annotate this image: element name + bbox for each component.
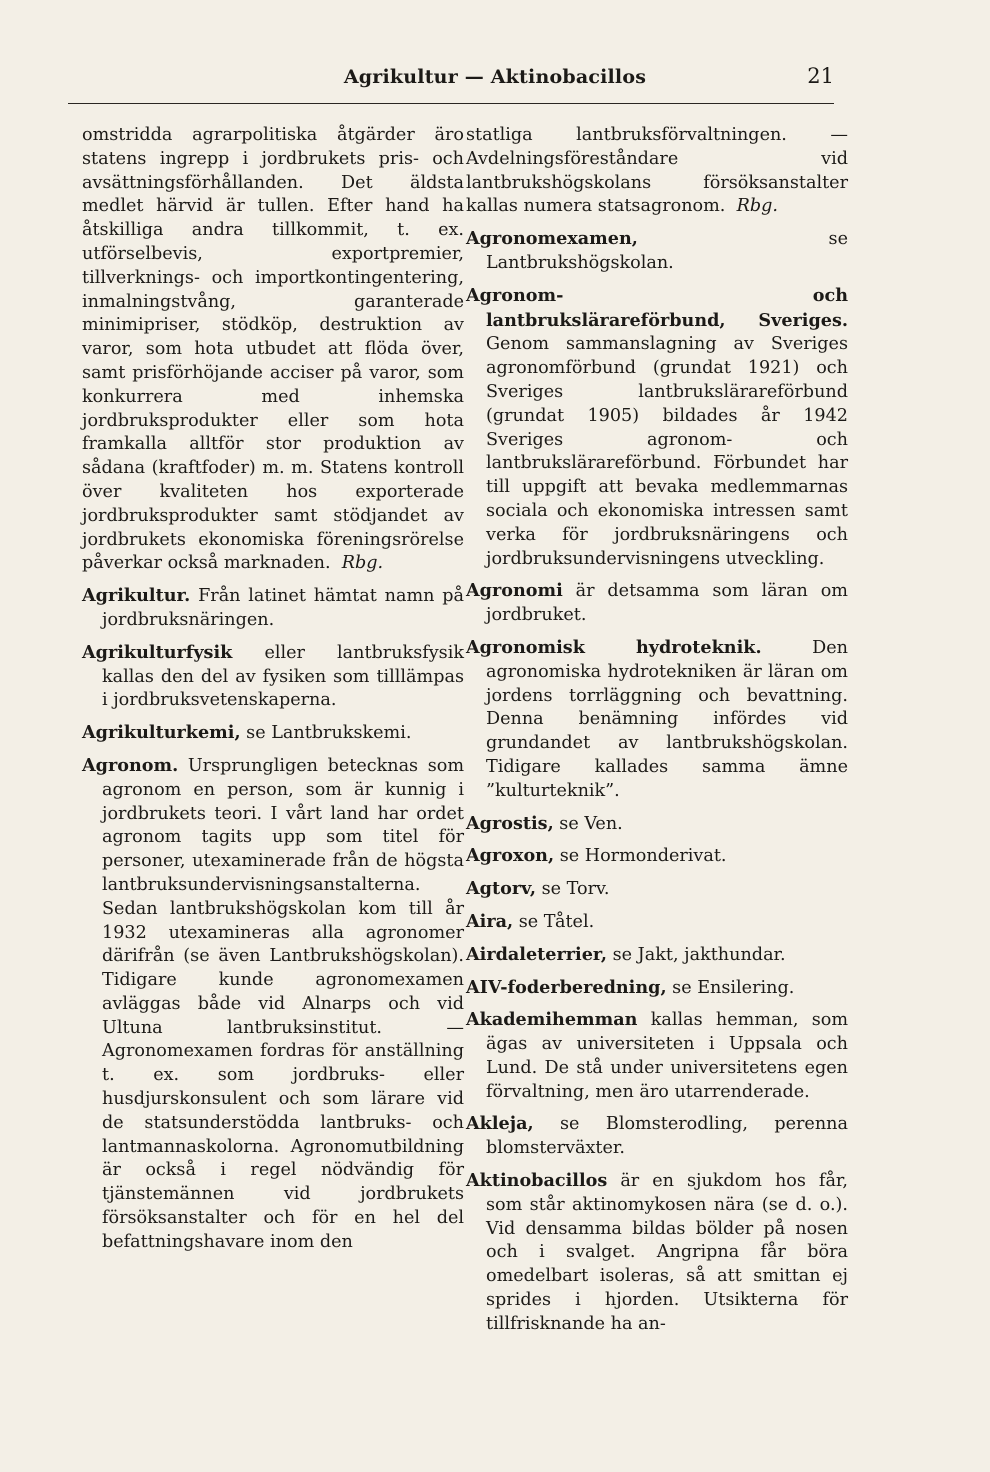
entry-term: Agrikulturfysik — [82, 641, 233, 663]
dictionary-entry — [82, 721, 464, 746]
author-signature: Rbg. — [736, 196, 778, 217]
entry-term: Aira, — [466, 910, 514, 932]
entry-text: är en sjukdom hos får, som står aktinomykosen nära (se d. o.). Vid densamma bildas bölder på nosen och i svalget. Angripna får böra omedelbart isoleras, så att smittan ej sprides i hjorden. Utsikterna för tillfrisknande ha an- — [486, 1171, 848, 1334]
entry-term: Agronomexamen, — [466, 228, 638, 250]
dictionary-entry — [466, 579, 848, 628]
entry-text: se Lantbrukskemi. — [246, 723, 412, 744]
entry-text: eller lantbruksfysik kallas den del av fysiken som tilllämpas i jordbruksvetenskaperna. — [102, 642, 464, 711]
entry-term: Airdaleterrier, — [466, 943, 608, 965]
entry-text: se Ven. — [559, 813, 623, 834]
entry-text: se Jakt, jakthundar. — [612, 944, 786, 965]
entry-text: se Lantbrukshögskolan. — [486, 229, 848, 273]
entry-text: se Torv. — [541, 879, 610, 900]
dictionary-entry — [466, 976, 848, 1001]
dictionary-entry — [466, 124, 848, 219]
entry-text: Ursprungligen betecknas som agronom en person, som är kunnig i jordbrukets teori. I vårt land har ordet agronom tagits upp som titel för personer, utexaminerade från de högsta lantbruksundervisningsanstalterna. Sedan lantbrukshögskolan kom till år 1932 utexamineras alla agronomer därifrån (se även Lantbrukshögskolan). Tidigare kunde agronomexamen avläggas både vid Alnarps och vid Ultuna lantbruksinstitut. — Agronomexamen fordras för anställning t. ex. som jordbruks- eller husdjurskonsulent och som lärare vid de statsunderstödda lantbruks- och lantmannaskolorna. Agronomutbildning är också i regel nödvändig för tjänstemännen vid jordbrukets försöksanstalter och för en hel del befattningshavare inom den — [102, 755, 464, 1252]
dictionary-entry — [466, 1112, 848, 1161]
entry-term: Agronomi — [466, 580, 563, 602]
entry-text: omstridda agrarpolitiska åtgärder äro statens ingrepp i jordbrukets pris- och avsättningsförhållanden. Det äldsta medlet härvid är tullen. Efter hand ha åtskilliga andra tillkommit, t. ex. utförselbevis, exportpremier, tillverknings- och importkontingentering, inmalningstvång, garanterade minimipriser, stödköp, destruktion av varor, som hota utbudet att flöda över, samt prisförhöjande acciser på varor, som konkurrera med inhemska jordbruksprodukter eller som hota framkalla alltför stor produktion av sådana (kraftfoder) m. m. Statens kontroll över kvaliteten hos exporterade jordbruksprodukter samt stödjandet av jordbrukets ekonomiska föreningsrörelse påverkar också marknaden. — [82, 125, 464, 574]
entry-term: Akademihemman — [466, 1009, 638, 1031]
entry-term: Agroxon, — [466, 845, 555, 867]
dictionary-entry — [466, 910, 848, 935]
entry-term: AIV-foderberedning, — [466, 976, 667, 998]
dictionary-entry — [82, 754, 464, 1255]
entry-term: Agtorv, — [466, 878, 536, 900]
entry-term: Aktinobacillos — [466, 1170, 608, 1192]
dictionary-entry — [466, 227, 848, 276]
dictionary-entry — [466, 812, 848, 837]
entry-text: se Tåtel. — [518, 911, 595, 932]
entry-term: Agronom- och lantbrukslärareförbund, Sveriges. — [466, 284, 848, 331]
entry-text: se Ensilering. — [672, 977, 795, 998]
entry-text: Genom sammanslagning av Sveriges agronomförbund (grundat 1921) och Sveriges lantbrukslärareförbund (grundat 1905) bildades år 1942 Sveriges agronom- och lantbrukslärareförbund. Förbundet har till uppgift att bevaka medlemmarnas sociala och ekonomiska intressen samt verka för jordbruksnäringens och jordbruksundervisningens utveckling. — [486, 334, 848, 569]
right-column — [466, 124, 848, 1345]
dictionary-entry — [466, 943, 848, 968]
running-header: Agrikultur — Aktinobacillos — [343, 66, 647, 88]
left-column — [82, 124, 464, 1263]
dictionary-entry — [466, 1008, 848, 1104]
entry-text: se Blomsterodling, perenna blomsterväxter. — [486, 1114, 848, 1159]
entry-term: Agrikulturkemi, — [82, 722, 241, 744]
dictionary-entry — [82, 641, 464, 713]
entry-term: Agrostis, — [466, 812, 554, 834]
entry-term: Agrikultur. — [82, 585, 191, 607]
dictionary-entry — [466, 844, 848, 869]
entry-text: är detsamma som läran om jordbruket. — [486, 581, 848, 626]
dictionary-entry — [466, 877, 848, 902]
dictionary-entry — [82, 584, 464, 633]
entry-term: Agronomisk hydroteknik. — [466, 636, 762, 658]
entry-text: Den agronomiska hydrotekniken är läran om jordens torrläggning och bevattning. Denna benämning infördes vid grundandet av lantbrukshögskolan. Tidigare kallades samma ämne ”kulturteknik”. — [486, 637, 848, 801]
entry-term: Akleja, — [466, 1113, 534, 1135]
dictionary-entry — [466, 1169, 848, 1337]
author-signature: Rbg. — [341, 553, 384, 574]
entry-text: statliga lantbruksförvaltningen. — Avdelningsföreståndare vid lantbrukshögskolans försöksanstalter kallas numera statsagronom. — [466, 125, 848, 217]
entry-text: Från latinet hämtat namn på jordbruksnäringen. — [102, 586, 465, 630]
entry-text: kallas hemman, som ägas av universiteten i Uppsala och Lund. De stå under universitetens egen förvaltning, men äro utarrenderade. — [486, 1010, 848, 1102]
entry-text: se Hormonderivat. — [559, 846, 727, 867]
dictionary-entry — [82, 124, 464, 576]
dictionary-entry — [466, 636, 848, 804]
page-number: 21 — [807, 64, 834, 88]
header-rule — [68, 103, 834, 104]
entry-term: Agronom. — [82, 754, 179, 776]
dictionary-entry — [466, 284, 848, 572]
